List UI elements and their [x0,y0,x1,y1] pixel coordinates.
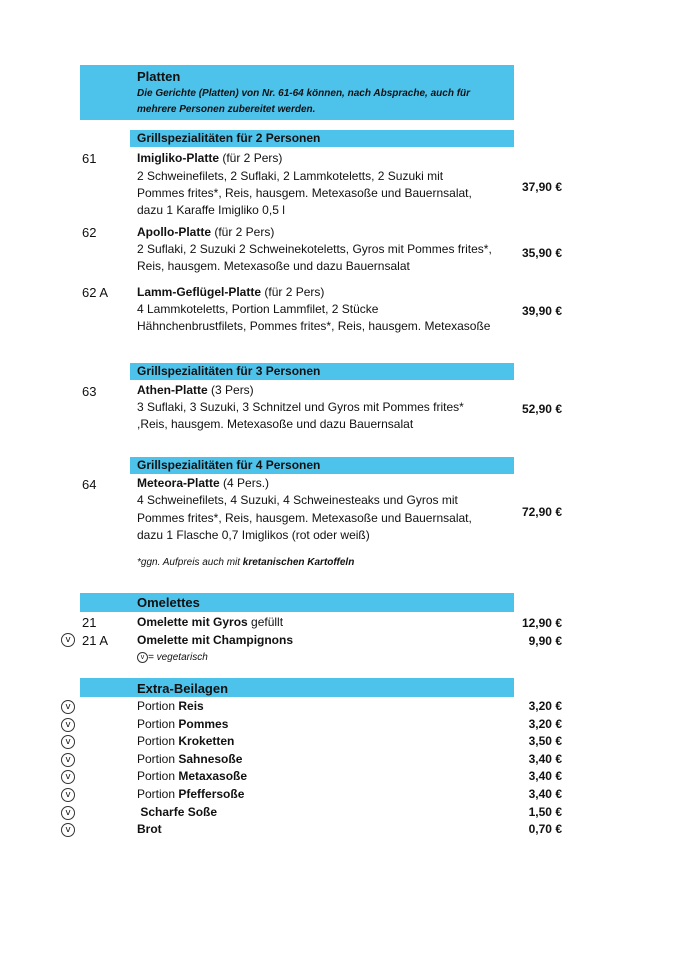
extra-prefix: Portion [137,734,179,748]
platten-note-line-2: mehrere Personen zubereitet werden. [137,104,316,115]
section-title-extra-beilagen: Extra-Beilagen [137,681,229,696]
vegetarian-icon: v [61,718,75,732]
item-desc-line: Reis, hausgem. Metexasoße und dazu Bauernsalat [137,259,410,273]
vegetarian-icon: v [61,788,75,802]
extra-price: 3,40 € [528,769,562,783]
omelette-price: 12,90 € [521,616,562,630]
extra-item [137,822,162,836]
item-desc-line: 2 Suflaki, 2 Suzuki 2 Schweinekoteletts, Gyros mit Pommes frites*, [137,242,492,256]
extra-name: Brot [137,822,162,836]
section-title-grill-4: Grillspezialitäten für 4 Personen [137,458,321,472]
extra-prefix: Portion [137,787,179,801]
extra-price: 3,20 € [528,699,562,713]
item-title [137,476,269,490]
item-desc-line: 4 Lammkoteletts, Portion Lammfilet, 2 Stücke [137,302,379,316]
item-suffix: (für 2 Pers) [219,151,283,165]
vegetarian-icon: v [61,753,75,767]
section-title-grill-3: Grillspezialitäten für 3 Personen [137,364,321,378]
extra-name: Kroketten [178,734,235,748]
extra-price: 3,40 € [528,752,562,766]
item-desc-line: dazu 1 Karaffe Imigliko 0,5 l [137,203,285,217]
omelette-price: 9,90 € [528,634,562,648]
item-price: 35,90 € [521,246,562,260]
vegetarian-icon: v [61,633,75,647]
extra-item [137,734,234,748]
item-number: 63 [82,384,97,399]
extra-price: 3,40 € [528,787,562,801]
vegetarian-icon: v [61,823,75,837]
section-title-grill-2: Grillspezialitäten für 2 Personen [137,131,321,145]
extra-item [137,787,244,801]
section-title-omelettes: Omelettes [137,595,200,610]
item-suffix: (für 2 Pers) [211,225,275,239]
extra-name: Reis [178,699,204,713]
extra-item [137,769,247,783]
vegetarian-legend-text: = vegetarisch [148,652,208,664]
item-price: 39,90 € [521,304,562,318]
platten-note-line-1: Die Gerichte (Platten) von Nr. 61-64 können, nach Absprache, auch für [137,88,471,99]
item-price: 37,90 € [521,180,562,194]
item-desc-line: Hähnchenbrustfilets, Pommes frites*, Reis, hausgem. Metexasoße [137,319,491,333]
omelette-name: Omelette mit Gyros [137,615,248,629]
item-title [137,225,274,239]
item-number: 64 [82,477,97,492]
extra-prefix: Portion [137,717,179,731]
extra-name: Pfeffersoße [178,787,245,801]
omelette-name: Omelette mit Champignons [137,633,294,647]
extra-item [137,717,228,731]
aufpreis-bold: kretanischen Kartoffeln [242,557,355,568]
vegetarian-icon: v [61,700,75,714]
item-number: 62 [82,225,97,240]
extra-name: Scharfe Soße [140,805,218,819]
item-desc-line: 4 Schweinefilets, 4 Suzuki, 4 Schweinesteaks und Gyros mit [137,493,458,507]
platten-title: Platten [137,69,181,84]
omelette-suffix: gefüllt [247,615,284,629]
omelette-number: 21 [82,615,97,630]
item-desc-line: dazu 1 Flasche 0,7 Imiglikos (rot oder weiß) [137,528,370,542]
item-price: 72,90 € [521,505,562,519]
item-desc-line: Pommes frites*, Reis, hausgem. Metexasoße und Bauernsalat, [137,186,472,200]
extra-price: 3,20 € [528,717,562,731]
item-desc-line: 3 Suflaki, 3 Suzuki, 3 Schnitzel und Gyros mit Pommes frites* [137,400,464,414]
item-suffix: (4 Pers.) [219,476,270,490]
extra-name: Pommes [178,717,229,731]
item-desc-line: Pommes frites*, Reis, hausgem. Metexasoße und Bauernsalat, [137,511,472,525]
extra-item [137,752,242,766]
extra-prefix: Portion [137,699,179,713]
vegetarian-icon: v [61,770,75,784]
extra-item [137,805,217,819]
vegetarian-icon: v [61,735,75,749]
item-number: 62 A [82,285,109,300]
extra-item [137,699,204,713]
item-name: Meteora-Platte [137,476,220,490]
item-name: Athen-Platte [137,383,208,397]
extra-price: 0,70 € [528,822,562,836]
item-desc-line: ,Reis, hausgem. Metexasoße und dazu Bauernsalat [137,417,414,431]
item-title [137,151,282,165]
item-price: 52,90 € [521,402,562,416]
item-name: Imigliko-Platte [137,151,220,165]
omelette-title [137,615,283,629]
item-number: 61 [82,151,97,166]
item-name: Lamm-Geflügel-Platte [137,285,262,299]
vegetarian-icon: v [137,652,148,663]
aufpreis-note [137,557,354,568]
extra-prefix: Portion [137,752,179,766]
item-name: Apollo-Platte [137,225,211,239]
extra-price: 1,50 € [528,805,562,819]
omelette-title [137,633,293,647]
omelette-number: 21 A [82,633,109,648]
extra-price: 3,50 € [528,734,562,748]
item-desc-line: 2 Schweinefilets, 2 Suflaki, 2 Lammkoteletts, 2 Suzuki mit [137,169,444,183]
extra-prefix: Portion [137,769,179,783]
item-title [137,285,324,299]
vegetarian-legend [137,652,208,663]
item-title [137,383,254,397]
item-suffix: (3 Pers) [207,383,254,397]
extra-name: Metaxasoße [178,769,248,783]
item-suffix: (für 2 Pers) [261,285,325,299]
vegetarian-icon: v [61,806,75,820]
extra-name: Sahnesoße [178,752,243,766]
aufpreis-text: *ggn. Aufpreis auch mit [137,557,243,568]
